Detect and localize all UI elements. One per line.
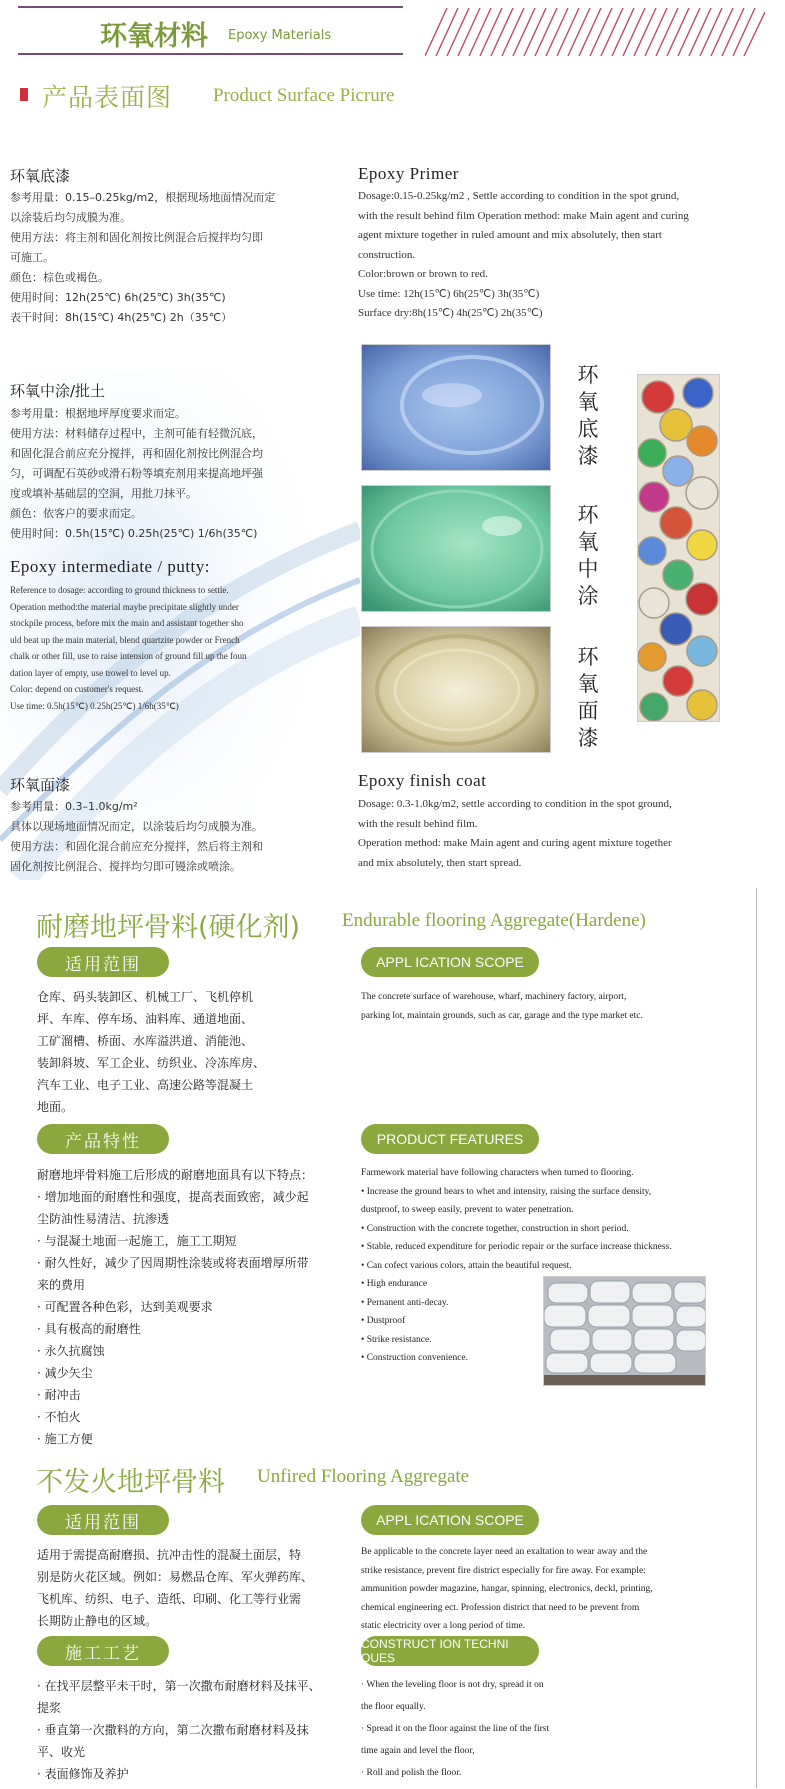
unfired-scope-en-line: strike resistance, prevent fire district especially for fire away. For example: (361, 1565, 646, 1576)
aggregate-title-cn: 耐磨地坪骨料(硬化剂) (36, 912, 301, 943)
intermediate-cn-line: 和固化混合前应充分搅拌，再和固化剂按比例混合均 (10, 447, 263, 460)
intermediate-en-line: chalk or other fill, use to raise intension of ground fill up the foun (10, 651, 247, 661)
finish-en-line: and mix absolutely, then start spread. (358, 856, 522, 869)
unfired-scope-en-line: chemical engineering ect. Profession district that need to be prevent from (361, 1602, 640, 1613)
finish-en-text (358, 795, 672, 873)
intermediate-cn-heading: 环氧中涂/批土 (10, 382, 106, 400)
unfired-scope-en (361, 1543, 653, 1636)
intermediate-cn-line: 使用方法：材料储存过程中，主剂可能有轻微沉底， (10, 427, 263, 440)
primer-en-line: Surface dry:8h(15℃) 4h(25℃) 2h(35℃) (358, 307, 543, 319)
unfired-scope-cn-line: 飞机库、纺织、电子、造纸、印刷、化工等行业需 (37, 1592, 302, 1606)
intermediate-cn-line: 使用时间：0.5h(15℃) 0.25h(25℃) 1/6h(35℃) (10, 527, 258, 540)
header-stripes (425, 8, 765, 56)
aggregate-features-cn (37, 1164, 313, 1450)
aggregate-features-cn-line: 来的费用 (37, 1278, 86, 1292)
unfired-tech-en-line: · Spread it on the floor against the line of the first (361, 1724, 550, 1734)
intermediate-en-line: dation layer of empty, use trowel to level up. (10, 667, 171, 678)
intermediate-en-text (10, 582, 246, 714)
intermediate-en-line: Operation method:the material maybe precipitate slightly under (10, 601, 239, 612)
intermediate-en-line: Reference to dosage: according to ground thickness to settle. (10, 585, 229, 595)
primer-en-line: Use time: 12h(15℃) 6h(25℃) 3h(35℃) (358, 287, 540, 300)
finish-en-line: with the result behind film. (358, 817, 478, 830)
intermediate-cn-line: 匀，可调配石英砂或滑石粉等填充剂用来提高地坪强 (10, 467, 263, 480)
primer-en-line: agent mixture together in ruled amount and mix absolutely, then start (358, 229, 662, 241)
intermediate-en-line: stockpile process, before mix the main and assistant together sho (10, 618, 244, 628)
unfired-scope-en-line: Be applicable to the concrete layer need an exaltation to wear away and the (361, 1547, 648, 1557)
aggregate-scope-en (361, 988, 643, 1025)
unfired-tech-cn-line: 提浆 (37, 1701, 62, 1715)
finish-cn-line: 固化剂按比例混合、搅拌均匀即可镘涂或喷涂。 (10, 860, 241, 873)
aggregate-title-en: Endurable flooring Aggregate(Hardene) (342, 910, 646, 931)
intermediate-cn-line: 颜色：依客户的要求而定。 (10, 507, 142, 520)
paint-cans-photo (637, 374, 720, 722)
finish-en-heading: Epoxy finish coat (358, 771, 487, 790)
primer-en-line: Color:brown or brown to red. (358, 268, 488, 280)
finish-en-line: Dosage: 0.3-1.0kg/m2, settle according to condition in the spot ground, (358, 798, 672, 810)
finish-en-line: Operation method: make Main agent and curing agent mixture together (358, 837, 672, 849)
aggregate-scope-cn-line: 汽车工业、电子工业、高速公路等混凝土 (37, 1078, 254, 1092)
primer-en-heading: Epoxy Primer (358, 164, 459, 183)
intermediate-cn-text (10, 404, 263, 544)
unfired-scope-cn-line: 适用于需提高耐磨损、抗冲击性的混凝土面层，特 (37, 1548, 302, 1562)
unfired-tech-cn-line: · 在找平层整平未干时，第一次撒布耐磨材料及抹平、 (37, 1679, 321, 1693)
primer-photo (361, 344, 551, 471)
header-title-en: Epoxy Materials (228, 28, 332, 43)
section-title-cn: 产品表面图 (42, 83, 173, 112)
aggregate-features-en-line: • Dustproof (361, 1316, 406, 1326)
unfired-tech-pill-cn: 施工工艺 (37, 1636, 169, 1666)
primer-cn-line: 参考用量：0.15–0.25kg/m2，根据现场地面情况而定 (10, 191, 276, 204)
unfired-scope-en-line: ammunition powder magazine, hangar, spinning, electronics, deckl, printing, (361, 1584, 653, 1594)
unfired-title-cn: 不发火地坪骨料 (36, 1467, 225, 1498)
unfired-tech-cn-line: · 表面修饰及养护 (37, 1767, 129, 1781)
aggregate-features-en-line: • Construction convenience. (361, 1353, 469, 1363)
primer-en-text (358, 187, 689, 324)
aggregate-features-pill-cn: 产品特性 (37, 1124, 169, 1154)
aggregate-features-en-intro: Farmework material have following characters when turned to flooring. (361, 1168, 634, 1178)
intermediate-cn-line: 度或填补基础层的空洞，用批刀抹平。 (10, 487, 197, 500)
section-marker (20, 88, 28, 101)
right-divider (756, 888, 757, 1788)
unfired-scope-cn-line: 别是防火花区域。例如：易燃品仓库、军火弹药库、 (37, 1570, 314, 1584)
aggregate-features-cn-line: 尘防油性易清洁、抗渗透 (37, 1212, 170, 1226)
aggregate-features-en-line: • Pernanent anti-decay. (361, 1297, 449, 1308)
intermediate-en-heading: Epoxy intermediate / putty: (10, 557, 210, 576)
finish-photo (361, 626, 551, 753)
primer-en-line: construction. (358, 248, 416, 261)
unfired-tech-cn-line: 平、收光 (37, 1745, 86, 1759)
aggregate-scope-cn-line: 装卸斜坡、军工企业、纺织业、冷冻库房、 (37, 1056, 266, 1070)
header-top-rule (18, 6, 403, 8)
aggregate-features-en-line: • Increase the ground bears to whet and intensity, raising the surface density, (361, 1186, 652, 1197)
aggregate-features-cn-line: · 与混凝土地面一起施工，施工工期短 (37, 1234, 237, 1248)
aggregate-scope-en-line: The concrete surface of warehouse, wharf, machinery factory, airport, (361, 992, 627, 1002)
primer-en-line: with the result behind film Operation method: make Main agent and curing (358, 209, 689, 222)
aggregate-scope-cn-line: 工矿溜槽、桥面、水库溢洪道、消能池、 (37, 1034, 254, 1048)
unfired-tech-en-line: · Roll and polish the floor. (361, 1768, 462, 1778)
aggregate-features-pill-en: PRODUCT FEATURES (361, 1124, 539, 1154)
primer-cn-text (10, 188, 275, 328)
primer-cn-line: 颜色：棕色或褐色。 (10, 271, 109, 284)
aggregate-features-cn-intro: 耐磨地坪骨料施工后形成的耐磨地面具有以下特点： (37, 1168, 314, 1182)
section-title-en: Product Surface Picrure (213, 85, 395, 106)
unfired-tech-en (361, 1674, 549, 1784)
aggregate-scope-cn-line: 坪、车库、停车场、油料库、通道地面、 (37, 1012, 254, 1026)
aggregate-features-en-line: • Construction with the concrete together, construction in short period. (361, 1223, 629, 1234)
finish-cn-text (10, 797, 263, 877)
aggregate-scope-en-line: parking lot, maintain grounds, such as car, garage and the type market etc. (361, 1010, 643, 1021)
aggregate-features-en-line: • Can cofect various colors, attain the beautiful request. (361, 1260, 572, 1271)
aggregate-features-cn-line: · 不怕火 (37, 1410, 81, 1424)
intermediate-en-line: Use time: 0.5h(15℃) 0.25h(25℃) 1/6h(35℃) (10, 700, 179, 711)
aggregate-features-cn-line: · 增加地面的耐磨性和强度，提高表面致密，减少起 (37, 1190, 309, 1204)
primer-photo-label: 环氧底漆 (577, 363, 599, 468)
finish-cn-line: 参考用量：0.3–1.0kg/m² (10, 800, 138, 813)
intermediate-photo-label: 环氧中涂 (577, 503, 599, 608)
aggregate-scope-cn (37, 986, 265, 1118)
aggregate-features-cn-line: · 减少矢尘 (37, 1366, 93, 1380)
aggregate-features-en-line: dustproof, to sweep easily, prevent to water penetration. (361, 1205, 574, 1215)
unfired-title-en: Unfired Flooring Aggregate (257, 1466, 470, 1487)
unfired-tech-cn (37, 1675, 321, 1785)
aggregate-features-cn-line: · 具有极高的耐磨性 (37, 1322, 141, 1336)
unfired-scope-cn-line: 长期防止静电的区域。 (37, 1614, 158, 1628)
intermediate-en-line: uld beat up the main material, blend quartzite powder or French (10, 634, 240, 645)
finish-cn-line: 使用方法：和固化混合前应充分搅拌，然后将主剂和 (10, 840, 263, 853)
unfired-tech-en-line: · When the leveling floor is not dry, spread it on (361, 1680, 544, 1690)
unfired-scope-cn (37, 1544, 313, 1632)
aggregate-features-cn-line: · 可配置各种色彩，达到美观要求 (37, 1300, 213, 1314)
header-bottom-rule (18, 53, 403, 55)
finish-photo-label: 环氧面漆 (577, 645, 599, 750)
aggregate-features-en-line: • Strike resistance. (361, 1334, 432, 1345)
aggregate-bags-photo (543, 1276, 706, 1386)
unfired-tech-en-line: time again and level the floor, (361, 1746, 475, 1756)
aggregate-scope-pill-cn: 适用范围 (37, 947, 169, 977)
header-title-cn: 环氧材料 (100, 21, 208, 52)
intermediate-photo (361, 485, 551, 612)
unfired-tech-pill-en: CONSTRUCT ION TECHNI QUES (361, 1636, 539, 1666)
aggregate-scope-pill-en: APPL ICATION SCOPE (361, 947, 539, 977)
unfired-scope-en-line: static electricity over a long period of time. (361, 1621, 526, 1631)
aggregate-scope-cn-line: 地面。 (37, 1100, 74, 1114)
unfired-scope-pill-en: APPL ICATION SCOPE (361, 1505, 539, 1535)
primer-cn-heading: 环氧底漆 (10, 167, 71, 185)
primer-cn-line: 可施工。 (10, 251, 54, 264)
primer-cn-line: 使用时间：12h(25℃) 6h(25℃) 3h(35℃) (10, 291, 226, 304)
primer-cn-line: 使用方法：将主剂和固化剂按比例混合后搅拌均匀即 (10, 231, 263, 244)
primer-cn-line: 表干时间：8h(15℃) 4h(25℃) 2h（35℃） (10, 311, 233, 324)
primer-cn-line: 以涂装后均匀成膜为准。 (10, 211, 131, 224)
unfired-tech-en-line: the floor equally. (361, 1702, 426, 1712)
finish-cn-line: 具体以现场地面情况而定，以涂装后均匀成膜为准。 (10, 820, 263, 833)
primer-en-line: Dosage:0.15-0.25kg/m2 , Settle according to condition in the spot grund, (358, 190, 680, 202)
intermediate-en-line: Color: depend on customer's request. (10, 684, 144, 694)
aggregate-features-cn-line: · 耐冲击 (37, 1388, 81, 1402)
aggregate-features-cn-line: · 施工方便 (37, 1432, 93, 1446)
unfired-scope-pill-cn: 适用范围 (37, 1505, 169, 1535)
finish-cn-heading: 环氧面漆 (10, 776, 71, 794)
aggregate-features-cn-line: · 永久抗腐蚀 (37, 1344, 105, 1358)
unfired-tech-cn-line: · 垂直第一次撒料的方向，第二次撒布耐磨材料及抹 (37, 1723, 309, 1737)
aggregate-features-en-line: • High endurance (361, 1279, 428, 1289)
aggregate-scope-cn-line: 仓库、码头装卸区、机械工厂、飞机停机 (37, 990, 254, 1004)
aggregate-features-en-line: • Stable, reduced expenditure for periodic repair or the surface increase thickness. (361, 1242, 672, 1252)
intermediate-cn-line: 参考用量：根据地坪厚度要求而定。 (10, 407, 186, 420)
aggregate-features-cn-line: · 耐久性好，减少了因周期性涂装或将表面增厚所带 (37, 1256, 309, 1270)
